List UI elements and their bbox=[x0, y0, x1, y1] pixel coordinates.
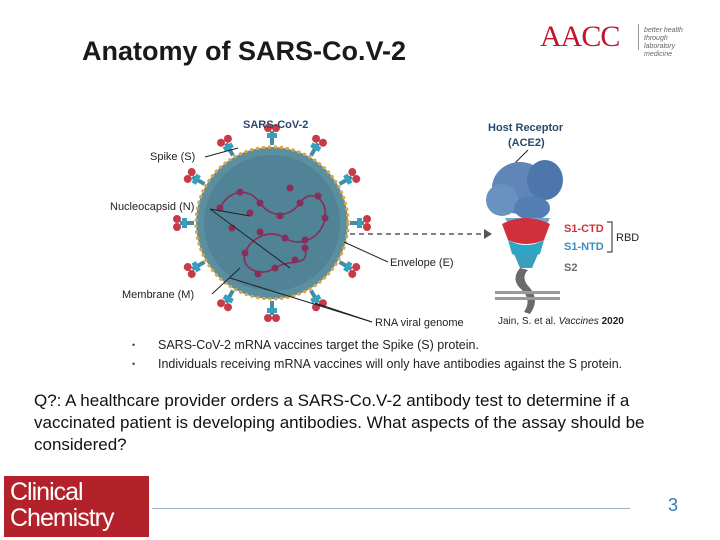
ace2-receptor bbox=[486, 160, 563, 228]
label-host-receptor: Host Receptor bbox=[488, 122, 564, 134]
label-ace2: (ACE2) bbox=[508, 137, 545, 149]
bullet-item bbox=[130, 355, 710, 374]
discussion-question: Q?: A healthcare provider orders a SARS-Co.V-2 antibody test to determine if a vaccinated patient is developing antibodies. What aspects of the assay should be considered? bbox=[34, 391, 645, 454]
label-nucleocapsid: Nucleocapsid (N) bbox=[110, 201, 195, 213]
citation-authors: Jain, S. et al. bbox=[498, 316, 559, 327]
journal-logo-line-2: Chemistry bbox=[10, 504, 114, 532]
label-envelope: Envelope (E) bbox=[390, 257, 454, 269]
label-s1ntd: S1-NTD bbox=[564, 241, 604, 253]
aacc-tagline bbox=[644, 27, 700, 59]
logo-divider bbox=[638, 24, 639, 50]
tagline-line-2: laboratory medicine bbox=[644, 43, 676, 58]
journal-logo-line-1: Clinical bbox=[10, 478, 83, 506]
aacc-logo-text: AACC bbox=[540, 20, 620, 53]
label-rna-genome: RNA viral genome bbox=[375, 317, 464, 329]
slide-title: Anatomy of SARS-Co.V-2 bbox=[82, 36, 407, 66]
bullet-item bbox=[130, 336, 710, 355]
virus-particle bbox=[173, 124, 371, 322]
page-number: 3 bbox=[668, 495, 679, 515]
footer-divider bbox=[152, 508, 630, 509]
bullet-list bbox=[130, 336, 710, 374]
label-rbd: RBD bbox=[616, 232, 640, 244]
citation-year: 2020 bbox=[598, 316, 624, 327]
aacc-logo bbox=[540, 20, 700, 58]
label-membrane: Membrane (M) bbox=[122, 289, 195, 301]
bullet-dot: • bbox=[132, 340, 136, 350]
sars-cov-2-diagram bbox=[100, 108, 640, 336]
clinical-chemistry-logo bbox=[4, 476, 149, 537]
tagline-line-1: better health through bbox=[644, 27, 683, 42]
figure-citation bbox=[498, 316, 624, 327]
bullet-text: SARS-CoV-2 mRNA vaccines target the Spike (S) protein. bbox=[158, 338, 479, 352]
label-s1ctd: S1-CTD bbox=[564, 223, 604, 235]
bullet-dot: • bbox=[132, 359, 136, 369]
label-spike: Spike (S) bbox=[150, 151, 196, 163]
bullet-text: Individuals receiving mRNA vaccines will only have antibodies against the S protein. bbox=[158, 357, 623, 371]
label-s2: S2 bbox=[564, 262, 578, 274]
virus-title: SARS-CoV-2 bbox=[243, 119, 309, 131]
citation-journal: Vaccines bbox=[558, 316, 599, 327]
